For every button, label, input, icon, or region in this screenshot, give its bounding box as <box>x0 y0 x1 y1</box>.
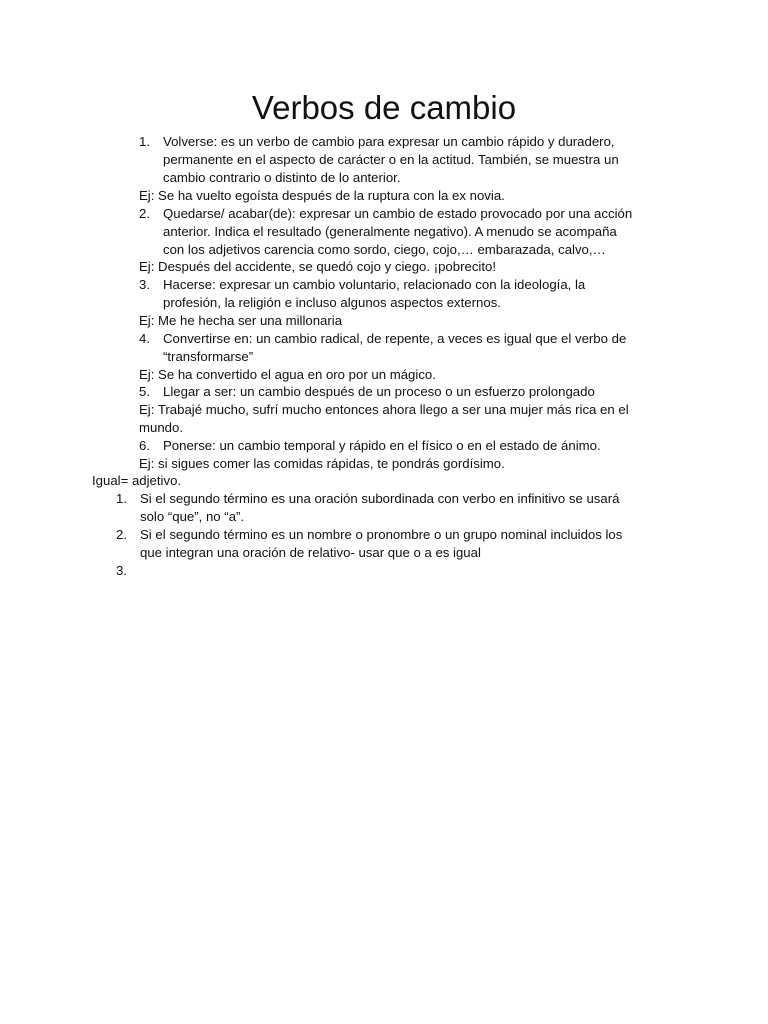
example-line: Ej: Me he hecha ser una millonaria <box>139 313 343 328</box>
list-item-line: Llegar a ser: un cambio después de un proceso o un esfuerzo prolongado <box>163 384 595 399</box>
list-item-line: Quedarse/ acabar(de): expresar un cambio de estado provocado por una acción <box>163 206 633 221</box>
section-heading: Igual= adjetivo. <box>92 473 182 488</box>
list-number: 3. <box>139 277 150 292</box>
example-line: Ej: Después del accidente, se quedó cojo y ciego. ¡pobrecito! <box>139 259 497 274</box>
list-number: 1. <box>139 134 150 149</box>
example-line: Ej: si sigues comer las comidas rápidas, te pondrás gordísimo. <box>139 456 505 471</box>
list-item-line: permanente en el aspecto de carácter o en la actitud. También, se muestra un <box>163 152 619 167</box>
list-item-line: Volverse: es un verbo de cambio para expresar un cambio rápido y duradero, <box>163 134 615 149</box>
list-number: 2. <box>116 527 127 542</box>
list-item-line: anterior. Indica el resultado (generalmente negativo). A menudo se acompaña <box>163 224 617 239</box>
list-number: 3. <box>116 563 127 578</box>
list-item-line: Si el segundo término es una oración subordinada con verbo en infinitivo se usará <box>140 491 620 506</box>
list-item-line: Convertirse en: un cambio radical, de repente, a veces es igual que el verbo de <box>163 331 627 346</box>
list-item-line: cambio contrario o distinto de lo anterior. <box>163 170 401 185</box>
example-line: Ej: Trabajé mucho, sufrí mucho entonces ahora llego a ser una mujer más rica en el <box>139 402 629 417</box>
list-number: 6. <box>139 438 150 453</box>
list-number: 2. <box>139 206 150 221</box>
list-item-line: profesión, la religión e incluso algunos aspectos externos. <box>163 295 501 310</box>
list-number: 1. <box>116 491 127 506</box>
list-item-line: con los adjetivos carencia como sordo, ciego, cojo,… embarazada, calvo,… <box>163 242 606 257</box>
example-line: Ej: Se ha convertido el agua en oro por un mágico. <box>139 367 436 382</box>
list-item-line: Hacerse: expresar un cambio voluntario, relacionado con la ideología, la <box>163 277 586 292</box>
page-title: Verbos de cambio <box>251 89 517 126</box>
list-item-line: “transformarse” <box>163 349 254 364</box>
example-line: mundo. <box>139 420 183 435</box>
list-number: 4. <box>139 331 150 346</box>
list-item-line: que integran una oración de relativo- usar que o a es igual <box>140 545 481 560</box>
example-line: Ej: Se ha vuelto egoísta después de la ruptura con la ex novia. <box>139 188 505 203</box>
list-number: 5. <box>139 384 150 399</box>
list-item-line: Ponerse: un cambio temporal y rápido en el físico o en el estado de ánimo. <box>163 438 601 453</box>
list-item-line: Si el segundo término es un nombre o pronombre o un grupo nominal incluidos los <box>140 527 623 542</box>
list-item-line: solo “que”, no “a”. <box>140 509 245 524</box>
